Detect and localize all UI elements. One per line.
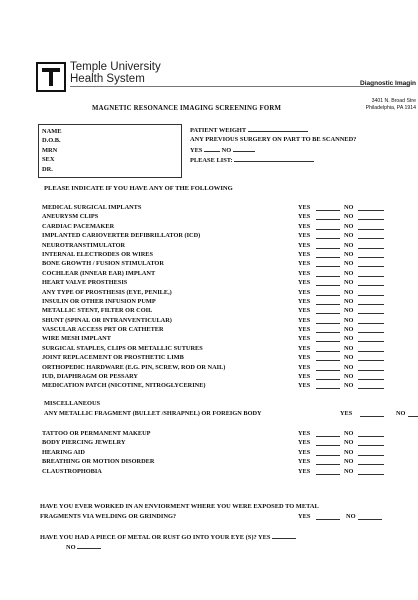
fragment-label: ANY METALLIC FRAGMENT (BULLET /SHRAPNEL) OR FOREIGN BODY [44,410,262,417]
yes-field[interactable] [316,388,340,389]
no-field[interactable] [358,210,384,211]
yes-field[interactable] [316,455,340,456]
no-field[interactable] [358,219,384,220]
yes-field[interactable] [316,341,340,342]
list-item: HEARING AID YES NO [42,449,402,458]
list-item: VASCULAR ACCESS PRT OR CATHETER YES NO [42,326,402,335]
please-list-label: PLEASE LIST: [190,157,233,165]
no-field[interactable] [358,351,384,352]
list-item: CLAUSTROPHOBIA YES NO [42,468,402,477]
form-title: MAGNETIC RESONANCE IMAGING SCREENING FORM [92,105,282,112]
list-item: SHUNT (SPINAL OR INTRANVENTICULAR) YES NO [42,317,402,326]
list-item: JOINT REPLACEMENT OR PROSTHETIC LIMB YES NO [42,354,402,363]
list-item: TATTOO OR PERMANENT MAKEUP YES NO [42,430,402,439]
yes-field[interactable] [316,248,340,249]
eye-metal-no: NO [66,542,101,551]
yes-field[interactable] [316,445,340,446]
patient-fields [42,127,62,174]
patient-field-sex: SEX [42,156,55,164]
yes-field[interactable] [316,219,340,220]
yes-field[interactable] [316,238,340,239]
yes-field[interactable] [316,285,340,286]
no-field[interactable] [358,474,384,475]
please-list-field[interactable] [234,155,314,162]
yes-field[interactable] [316,474,340,475]
list-item: IMPLANTED CARIOVERTER DEFIBRILLATOR (ICD) YES NO [42,232,402,241]
yes-field[interactable] [316,323,340,324]
list-item: INSULIN OR OTHER INFUSION PUMP YES NO [42,298,402,307]
list-item: ANY TYPE OF PROSTHESIS (EYE, PENILE,) YES NO [42,289,402,298]
no-field[interactable] [408,416,418,417]
no-field[interactable] [358,332,384,333]
no-field[interactable] [358,436,384,437]
no-field[interactable] [358,323,384,324]
address-line-1: 3401 N. Broad Stre [371,98,416,104]
list-item: BONE GROWTH / FUSION STIMULATOR YES NO [42,260,402,269]
yes-field[interactable] [360,416,384,417]
temple-logo-icon [36,62,66,92]
misc-heading: MISCELLANEOUS [44,400,101,407]
no-field[interactable] [358,238,384,239]
yes-field[interactable] [316,257,340,258]
yes-field[interactable] [316,436,340,437]
list-item: NEUROTRANSTIMULATOR YES NO [42,242,402,251]
no-field[interactable] [358,295,384,296]
header-rule [70,86,410,87]
weight-label: PATIENT WEIGHT [190,127,247,134]
list-item: MEDICATION PATCH (NICOTINE, NITROGLYCERINE) YES NO [42,382,402,391]
list-item: HEART VALVE PROSTHESIS YES NO [42,279,402,288]
list-item: ANEURYSM CLIPS YES NO [42,213,402,222]
patient-field-dob: D.O.B. [42,137,61,145]
list-item: IUD, DIAPHRAGM OR PESSARY YES NO [42,373,402,382]
no-field[interactable] [358,248,384,249]
yes-field[interactable] [316,519,340,520]
implant-list [42,204,402,392]
yes-field[interactable] [316,332,340,333]
list-item: BODY PIERCING JEWELRY YES NO [42,439,402,448]
eye-metal-question: HAVE YOU HAD A PIECE OF METAL OR RUST GO INTO YOUR EYE (S)? YES [40,532,296,541]
no-field[interactable] [358,379,384,380]
yes-field[interactable] [316,313,340,314]
yes-field[interactable] [316,464,340,465]
no-field[interactable] [358,464,384,465]
yes-field[interactable] [316,379,340,380]
yes-field[interactable] [316,276,340,277]
surgery-yes-label: YES [190,146,203,154]
brand-line-2: Health System [70,73,145,85]
no-field[interactable] [358,285,384,286]
welding-question-line-2: FRAGMENTS VIA WELDING OR GRINDING? YES NO [40,513,400,520]
right-info [190,125,356,166]
yes-field[interactable] [316,351,340,352]
yes-field[interactable] [316,370,340,371]
department-name: Diagnostic Imagin [360,80,416,87]
list-item: CARDIAC PACEMAKER YES NO [42,223,402,232]
list-item: WIRE MESH IMPLANT YES NO [42,335,402,344]
no-field[interactable] [358,229,384,230]
no-field[interactable] [358,370,384,371]
no-field[interactable] [358,276,384,277]
list-item: METALLIC STENT, FILTER OR COIL YES NO [42,307,402,316]
list-item: MEDICAL SURGICAL IMPLANTS YES NO [42,204,402,213]
yes-field[interactable] [316,360,340,361]
patient-field-name: NAME [42,128,62,135]
surgery-no-label: NO [221,146,232,154]
yes-field[interactable] [316,210,340,211]
no-field[interactable] [358,360,384,361]
no-field[interactable] [358,266,384,267]
brand-name [70,61,161,85]
no-field[interactable] [358,257,384,258]
address-line-2: Philadelphia, PA 1914 [365,105,416,111]
yes-field[interactable] [272,532,296,539]
yes-field[interactable] [316,304,340,305]
brand-line-1: Temple University [70,61,161,73]
fragment-row: ANY METALLIC FRAGMENT (BULLET /SHRAPNEL) OR FOREIGN BODY YES NO [44,410,418,417]
misc-list [42,430,402,477]
no-field[interactable] [358,455,384,456]
welding-question-line-1: HAVE YOU EVER WORKED IN AN ENVIORMENT WHERE YOU WERE EXPOSED TO METAL [40,503,319,510]
list-item: SURGICAL STAPLES, CLIPS OR METALLIC SUTURES YES NO [42,345,402,354]
yes-field[interactable] [316,295,340,296]
list-item: ORTHOPEDIC HARDWARE (E.G. PIN, SCREW, ROD OR NAIL) YES NO [42,364,402,373]
yes-field[interactable] [316,266,340,267]
surgery-question: ANY PREVIOUS SURGERY ON PART TO BE SCANNED? [190,136,357,144]
list-item: COCHLEAR (INNEAR EAR) IMPLANT YES NO [42,270,402,279]
no-field[interactable] [358,304,384,305]
surgery-yes-field[interactable] [204,145,220,152]
no-field[interactable] [358,519,382,520]
list-item: BREATHING OR MOTION DISORDER YES NO [42,458,402,467]
weight-field[interactable] [248,125,308,132]
no-field[interactable] [77,542,101,549]
patient-field-dr: DR. [42,165,53,173]
list-item: INTERNAL ELECTRODES OR WIRES YES NO [42,251,402,260]
no-field[interactable] [358,445,384,446]
no-field[interactable] [358,313,384,314]
patient-field-mrn: MRN [42,146,58,154]
address [366,98,416,112]
surgery-no-field[interactable] [233,145,255,152]
yes-field[interactable] [316,229,340,230]
instruction: PLEASE INDICATE IF YOU HAVE ANY OF THE FOLLOWING [44,185,233,192]
no-field[interactable] [358,341,384,342]
no-field[interactable] [358,388,384,389]
